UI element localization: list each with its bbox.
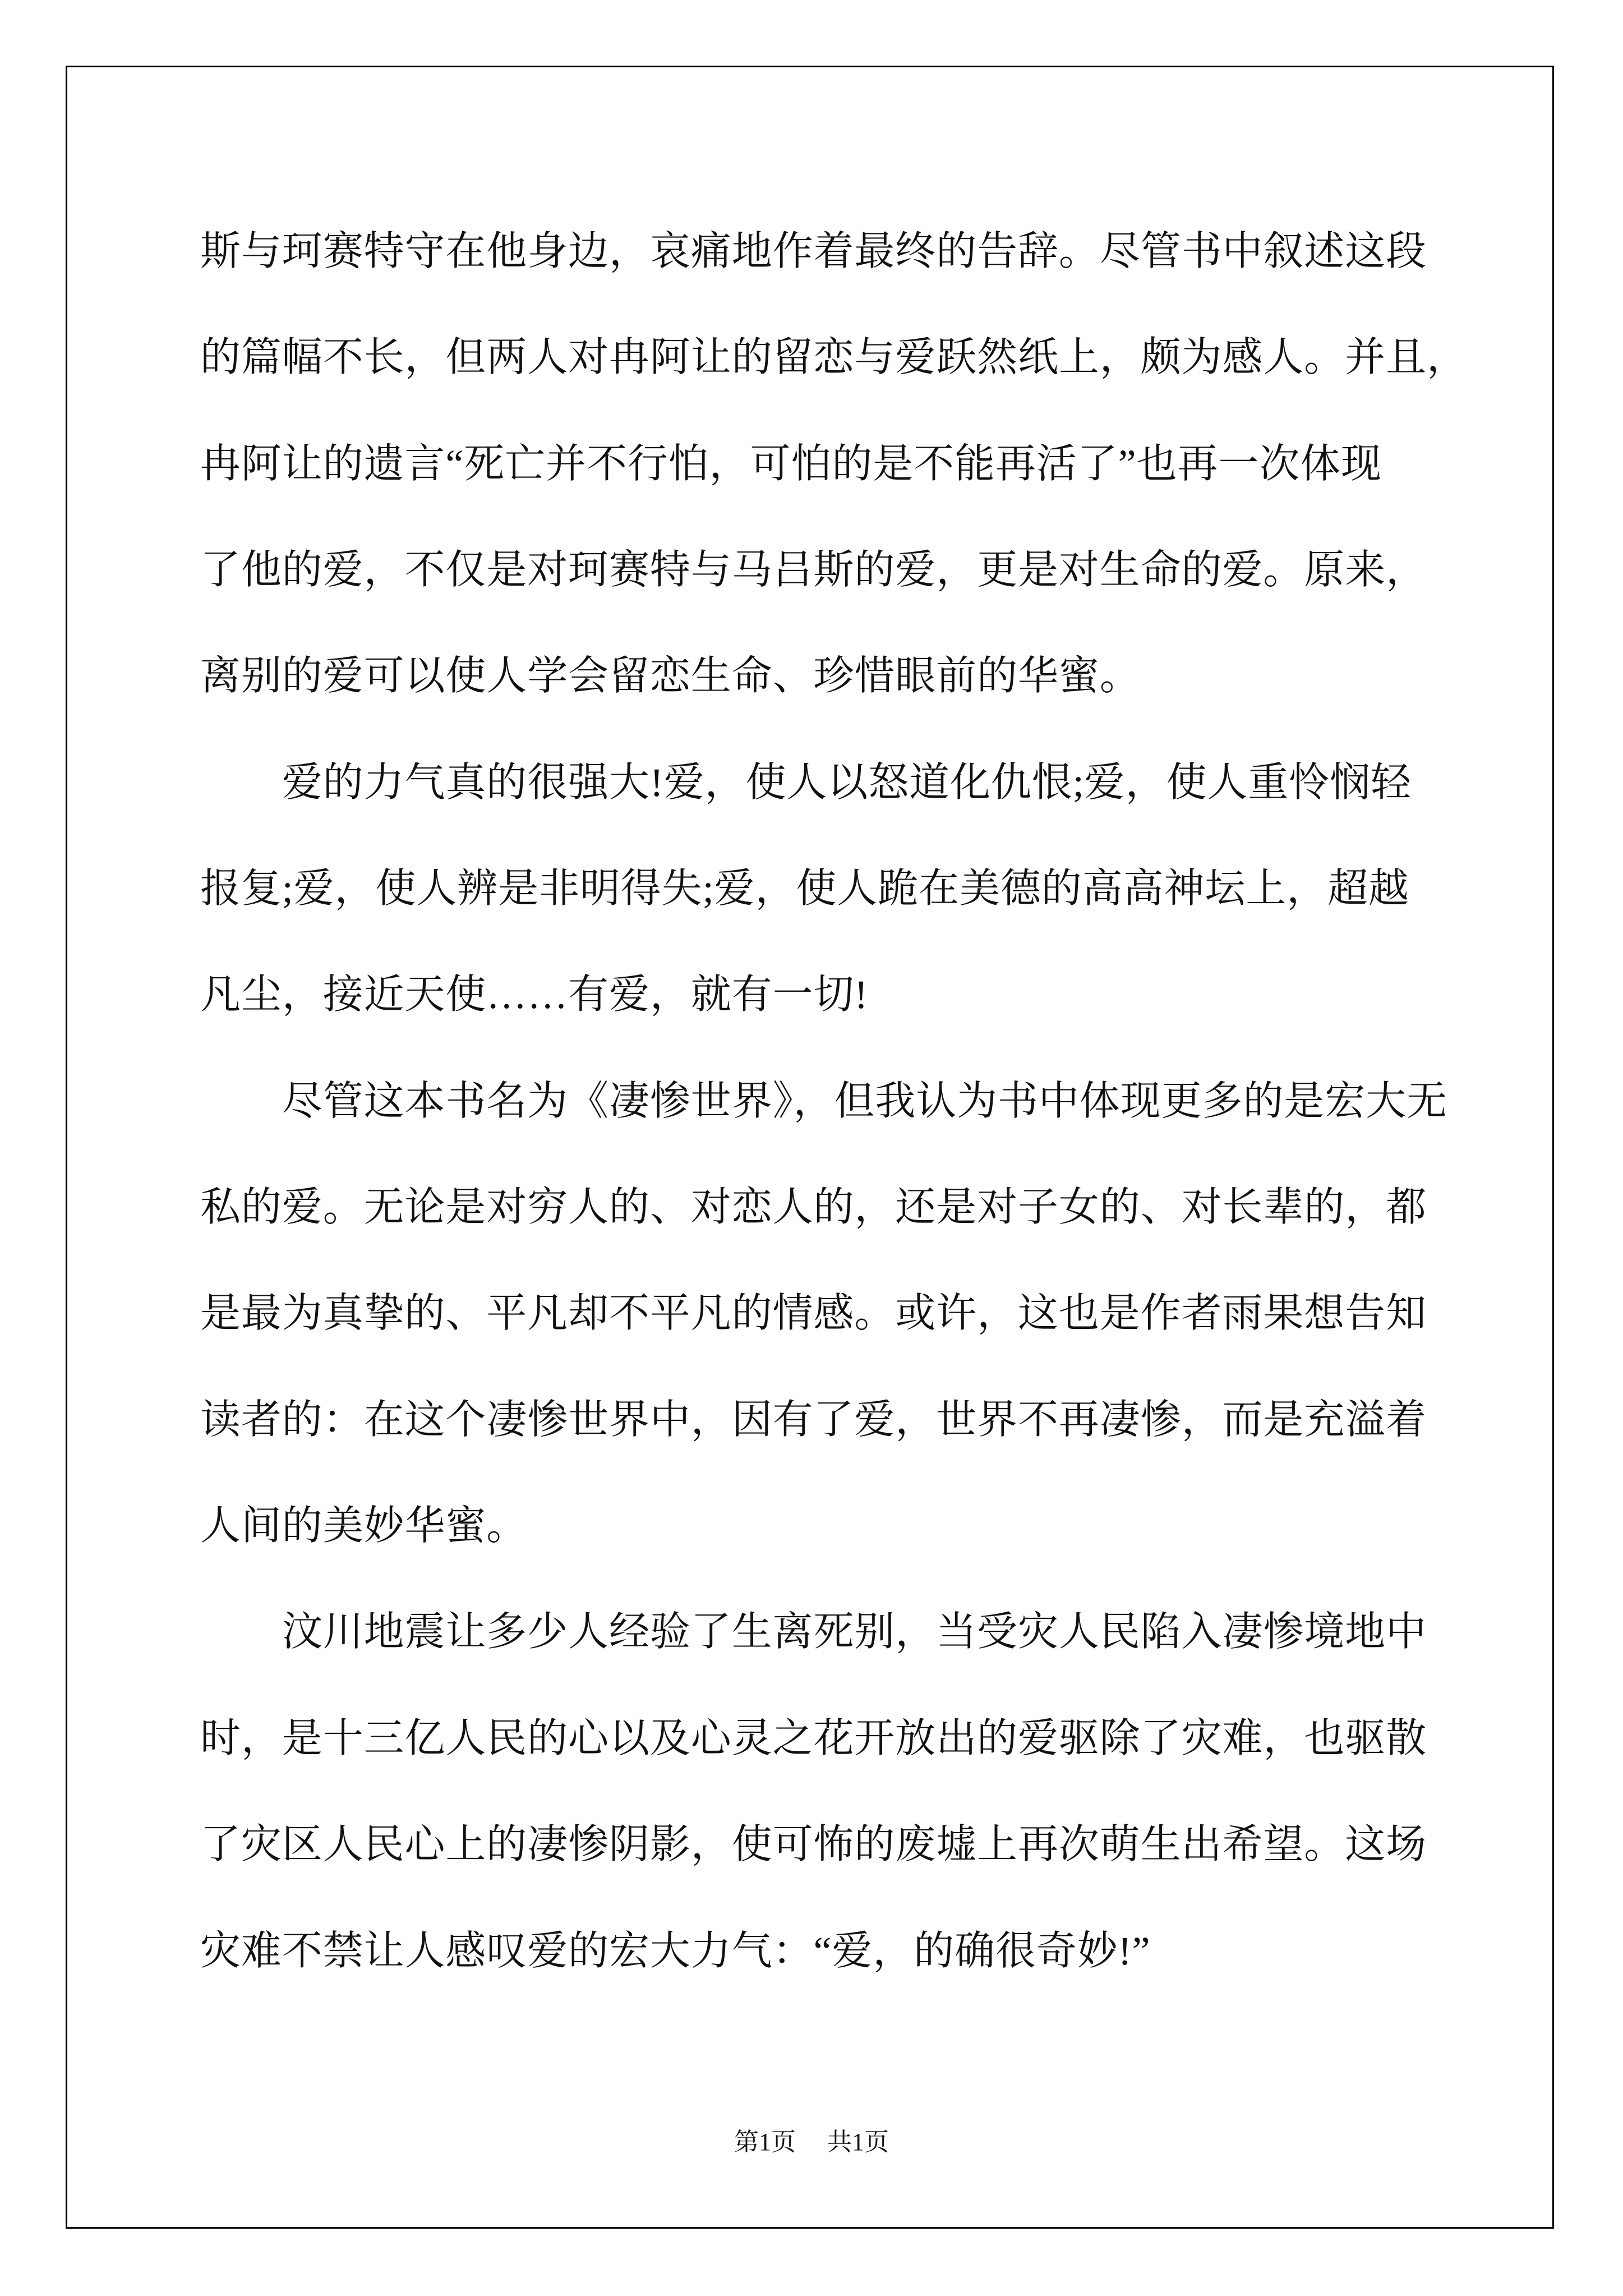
body-text bbox=[200, 199, 1490, 2004]
text-line: 时，是十三亿人民的心以及心灵之花开放出的爱驱除了灾难，也驱散 bbox=[200, 1715, 1427, 1761]
page-footer bbox=[0, 2125, 1623, 2159]
paragraph bbox=[200, 1048, 1490, 1580]
text-line: 灾难不禁让人感叹爱的宏大力气：“爱，的确很奇妙!” bbox=[200, 1928, 1151, 1973]
text-line: 斯与珂赛特守在他身边，哀痛地作着最终的告辞。尽管书中叙述这段 bbox=[200, 229, 1427, 274]
text-line: 是最为真挚的、平凡却不平凡的情感。或许，这也是作者雨果想告知 bbox=[200, 1291, 1427, 1336]
paragraph bbox=[200, 730, 1490, 1048]
text-line: 报复;爱，使人辨是非明得失;爱，使人跪在美德的高高神坛上，超越 bbox=[200, 866, 1409, 912]
text-line: 的篇幅不长，但两人对冉阿让的留恋与爱跃然纸上，颇为感人。并且， bbox=[200, 335, 1468, 380]
page-number-current: 第1页 bbox=[734, 2128, 796, 2156]
text-line: 了他的爱，不仅是对珂赛特与马吕斯的爱，更是对生命的爱。原来， bbox=[200, 547, 1427, 593]
text-line: 尽管这本书名为《凄惨世界》，但我认为书中体现更多的是宏大无 bbox=[282, 1078, 1447, 1124]
paragraph bbox=[200, 1579, 1490, 2004]
text-line: 人间的美妙华蜜。 bbox=[200, 1503, 528, 1549]
text-line: 爱的力气真的很强大!爱，使人以怒道化仇恨;爱，使人重怜悯轻 bbox=[282, 760, 1412, 805]
text-line: 冉阿让的遗言“死亡并不行怕，可怕的是不能再活了”也再一次体现 bbox=[200, 441, 1382, 486]
text-line: 汶川地震让多少人经验了生离死别，当受灾人民陷入凄惨境地中 bbox=[282, 1609, 1427, 1655]
text-line: 读者的：在这个凄惨世界中，因有了爱，世界不再凄惨，而是充溢着 bbox=[200, 1397, 1427, 1442]
paragraph bbox=[200, 199, 1490, 730]
text-line: 离别的爱可以使人学会留恋生命、珍惜眼前的华蜜。 bbox=[200, 654, 1141, 699]
text-line: 私的爱。无论是对穷人的、对恋人的，还是对子女的、对长辈的，都 bbox=[200, 1185, 1427, 1230]
text-line: 了灾区人民心上的凄惨阴影，使可怖的废墟上再次萌生出希望。这场 bbox=[200, 1822, 1427, 1867]
page-number-total: 共1页 bbox=[827, 2128, 889, 2156]
text-line: 凡尘，接近天使……有爱，就有一切! bbox=[200, 972, 869, 1018]
